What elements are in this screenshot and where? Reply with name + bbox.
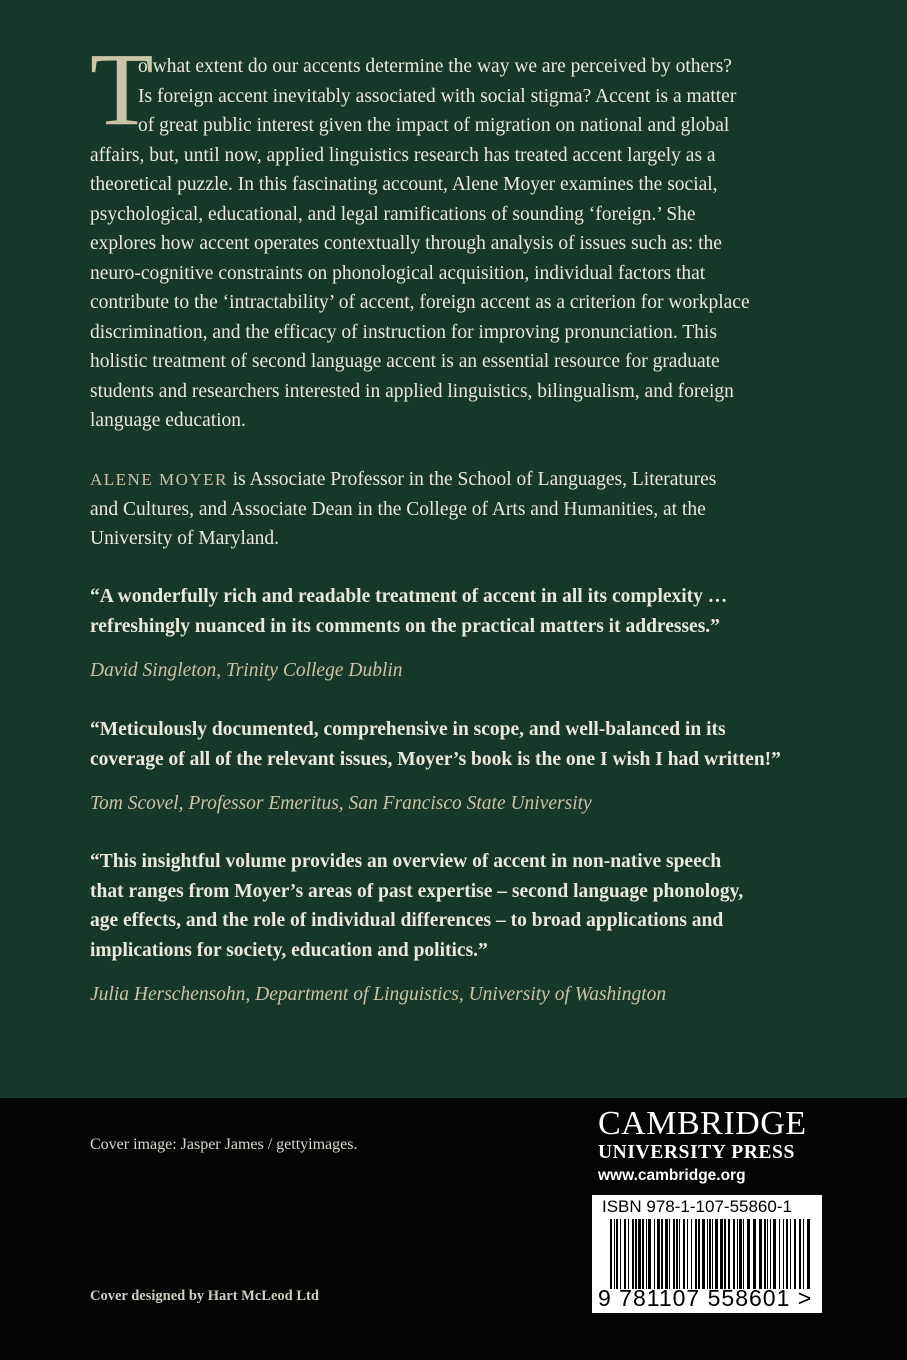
barcode-bar xyxy=(783,1219,784,1289)
barcode-bar xyxy=(616,1219,618,1289)
barcode-bar xyxy=(635,1219,637,1289)
quote-line: “This insightful volume provides an overview of accent in non-native speech xyxy=(90,851,722,872)
barcode-bar xyxy=(661,1219,663,1289)
quote-line: “Meticulously documented, comprehensive in scope, and well-balanced in its xyxy=(90,719,726,740)
author-bio-line: and Cultures, and Associate Dean in the College of Arts and Humanities, at the xyxy=(90,498,706,520)
barcode-bar xyxy=(786,1219,788,1289)
blurb-line: explores how accent operates contextually through analysis of issues such as: the xyxy=(90,233,722,254)
review-quote-1 xyxy=(90,582,727,686)
barcode-bar xyxy=(737,1219,738,1289)
barcode-bar xyxy=(669,1219,670,1289)
barcode-bar xyxy=(646,1219,647,1289)
publisher-name: CAMBRIDGE xyxy=(598,1105,807,1142)
quote-line: implications for society, education and politics.” xyxy=(90,939,488,961)
blurb-line: of great public interest given the impact of migration on national and global xyxy=(138,115,730,136)
barcode-bar xyxy=(715,1219,718,1289)
barcode-bar xyxy=(665,1219,668,1289)
quote-attribution: Julia Herschensohn, Department of Linguistics, University of Washington xyxy=(90,984,667,1005)
quote-line: “A wonderfully rich and readable treatment of accent in all its complexity … xyxy=(90,586,728,607)
barcode-bar xyxy=(683,1219,685,1289)
barcode-bar xyxy=(739,1219,742,1289)
barcode-bars xyxy=(610,1219,810,1289)
review-quote-3 xyxy=(90,847,743,1010)
barcode-bar xyxy=(728,1219,730,1289)
barcode-bar xyxy=(767,1219,768,1289)
barcode-bar xyxy=(673,1219,675,1289)
barcode-bar xyxy=(779,1219,780,1289)
barcode-bar xyxy=(687,1219,688,1289)
drop-cap: T xyxy=(90,32,154,147)
quote-line: coverage of all of the relevant issues, Moyer’s book is the one I wish I had written!” xyxy=(90,748,781,770)
barcode-bar xyxy=(712,1219,713,1289)
barcode-bar xyxy=(759,1219,762,1289)
blurb-line: contribute to the ‘intractability’ of accent, foreign accent as a criterion for workplace xyxy=(90,292,750,313)
blurb-line: theoretical puzzle. In this fascinating account, Alene Moyer examines the social, xyxy=(90,174,718,195)
barcode-bar xyxy=(628,1219,629,1289)
barcode-bar xyxy=(702,1219,705,1289)
blurb-line: students and researchers interested in applied linguistics, bilingualism, and foreign xyxy=(90,380,734,402)
barcode-bar xyxy=(799,1219,801,1289)
barcode-bar xyxy=(733,1219,735,1289)
barcode-bar xyxy=(654,1219,655,1289)
isbn-text: ISBN 978-1-107-55860-1 xyxy=(602,1197,792,1216)
author-bio xyxy=(90,465,716,554)
barcode-digits: 9 781107 558601 > xyxy=(598,1285,813,1311)
barcode-bar xyxy=(610,1219,612,1289)
barcode-bar xyxy=(709,1219,711,1289)
cover-design-credit: Cover designed by Hart McLeod Ltd xyxy=(90,1288,319,1304)
barcode-bar xyxy=(624,1219,626,1289)
barcode-bar xyxy=(747,1219,750,1289)
quote-line: age effects, and the role of individual differences – to broad applications and xyxy=(90,910,724,931)
barcode-bar xyxy=(753,1219,756,1289)
barcode-bar xyxy=(724,1219,726,1289)
barcode-bar xyxy=(614,1219,615,1289)
blurb-line: neuro-cognitive constraints on phonological acquisition, individual factors that xyxy=(90,262,706,284)
blurb-line: psychological, educational, and legal ramifications of sounding ‘foreign.’ She xyxy=(90,203,696,225)
barcode-bar xyxy=(632,1219,634,1289)
publisher-subname: UNIVERSITY PRESS xyxy=(598,1142,795,1163)
cover-image-credit: Cover image: Jasper James / gettyimages. xyxy=(90,1136,358,1153)
barcode-bar xyxy=(638,1219,641,1289)
barcode-bar xyxy=(691,1219,692,1289)
barcode-bar xyxy=(720,1219,723,1289)
barcode-bar xyxy=(743,1219,744,1289)
publisher-website: www.cambridge.org xyxy=(598,1167,746,1184)
barcode-bar xyxy=(773,1219,776,1289)
barcode-bar xyxy=(790,1219,791,1289)
isbn-barcode xyxy=(592,1195,822,1313)
barcode-bar xyxy=(642,1219,644,1289)
blurb-line: discrimination, and the efficacy of instruction for improving pronunciation. This xyxy=(90,321,717,343)
author-name: ALENE MOYER xyxy=(90,470,228,489)
blurb-paragraph xyxy=(90,52,750,436)
barcode-bar xyxy=(803,1219,804,1289)
quote-attribution: David Singleton, Trinity College Dublin xyxy=(90,660,403,681)
author-bio-text: is Associate Professor in the School of Languages, Literatures xyxy=(227,469,717,490)
barcode-bar xyxy=(679,1219,680,1289)
author-bio-line: University of Maryland. xyxy=(90,528,280,549)
blurb-line: Is foreign accent inevitably associated with social stigma? Accent is a matter xyxy=(138,85,737,107)
barcode-bar xyxy=(676,1219,678,1289)
barcode-bar xyxy=(794,1219,796,1289)
quote-attribution: Tom Scovel, Professor Emeritus, San Francisco State University xyxy=(90,793,592,814)
barcode-bar xyxy=(764,1219,766,1289)
blurb-line: language education. xyxy=(90,410,246,431)
blurb-line: o what extent do our accents determine the way we are perceived by others? xyxy=(138,56,732,77)
barcode-bar xyxy=(807,1219,810,1289)
quote-line: refreshingly nuanced in its comments on the practical matters it addresses.” xyxy=(90,615,720,637)
barcode-bar xyxy=(648,1219,651,1289)
barcode-bar xyxy=(770,1219,771,1289)
barcode-bar xyxy=(707,1219,708,1289)
quote-line: that ranges from Moyer’s areas of past expertise – second language phonology, xyxy=(90,880,744,902)
barcode-bar xyxy=(695,1219,697,1289)
review-quote-2 xyxy=(90,715,781,819)
publisher-logo xyxy=(598,1106,807,1188)
blurb-line: affairs, but, until now, applied linguistics research has treated accent largely as a xyxy=(90,144,716,166)
blurb-line: holistic treatment of second language accent is an essential resource for graduate xyxy=(90,351,720,372)
barcode-bar xyxy=(620,1219,621,1289)
barcode-bar xyxy=(698,1219,700,1289)
barcode-bar xyxy=(657,1219,660,1289)
